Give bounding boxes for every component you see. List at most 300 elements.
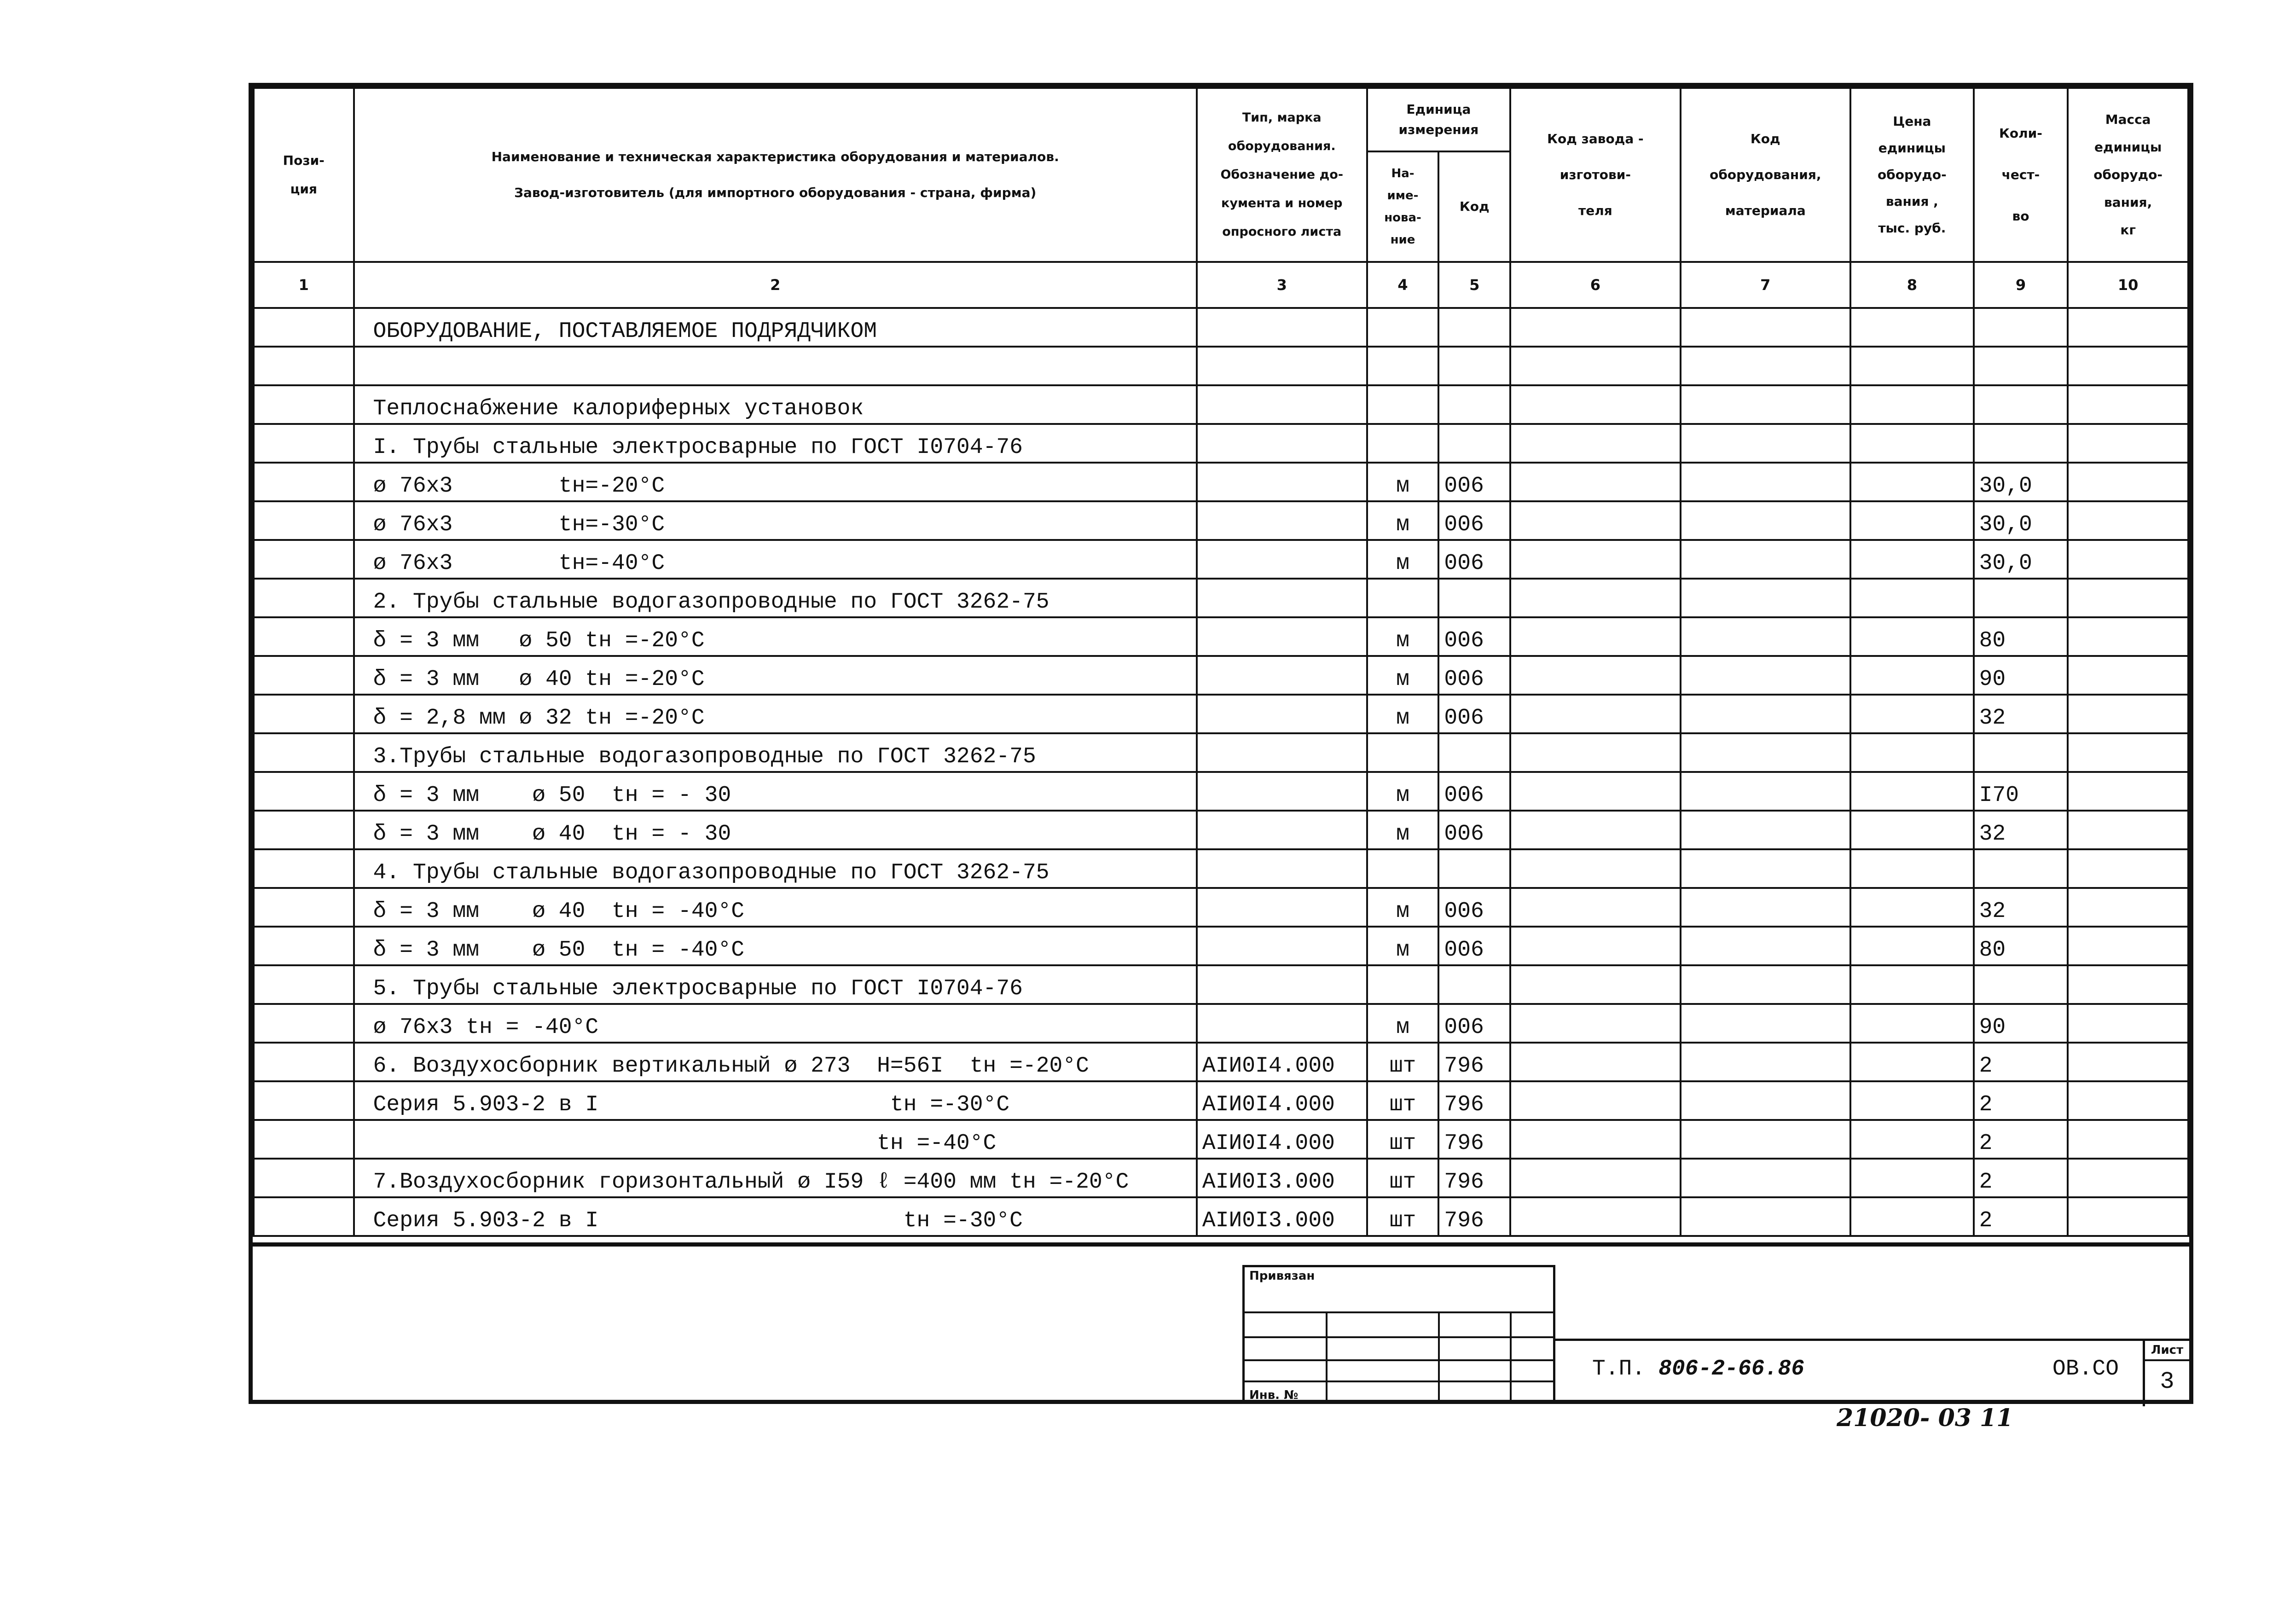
quantity-cell: 2 xyxy=(1974,1159,2068,1197)
factory-code-cell xyxy=(1510,1159,1680,1197)
factory-code-cell xyxy=(1510,656,1680,695)
quantity-cell xyxy=(1974,385,2068,424)
mass-cell xyxy=(2068,308,2188,347)
table-row xyxy=(254,772,2188,811)
mass-cell xyxy=(2068,695,2188,733)
factory-code-cell xyxy=(1510,1043,1680,1081)
equipment-code-cell xyxy=(1681,385,1851,424)
position-cell xyxy=(254,579,354,617)
unit-cell: м xyxy=(1367,540,1439,579)
sheet-number: 3 xyxy=(2160,1368,2174,1395)
table-row xyxy=(254,888,2188,927)
position-cell xyxy=(254,501,354,540)
header-name: Наименование и техническая характеристика оборудования и материалов. Завод-изготовитель (для импортного оборудования - страна, фирма) xyxy=(354,88,1197,262)
mass-cell xyxy=(2068,1043,2188,1081)
equipment-code-cell xyxy=(1681,733,1851,772)
equipment-code-cell xyxy=(1681,1081,1851,1120)
unit-cell: шт xyxy=(1367,1159,1439,1197)
quantity-cell xyxy=(1974,308,2068,347)
type-cell: AIИ0I3.000 xyxy=(1197,1197,1367,1236)
header-mass: Масса единицы оборудо- вания, кг xyxy=(2068,88,2188,262)
unit-code-cell: 006 xyxy=(1438,927,1510,965)
table-row xyxy=(254,1120,2188,1159)
unit-code-cell: 796 xyxy=(1438,1159,1510,1197)
name-cell: δ = 3 мм ø 50 tн = -40°С xyxy=(354,927,1197,965)
unit-cell: м xyxy=(1367,463,1439,501)
factory-code-cell xyxy=(1510,385,1680,424)
table-row xyxy=(254,463,2188,501)
mass-cell xyxy=(2068,347,2188,385)
price-cell xyxy=(1850,849,1974,888)
unit-cell: шт xyxy=(1367,1197,1439,1236)
column-number: 1 xyxy=(254,262,354,308)
document-code xyxy=(1592,1357,1804,1381)
name-cell: 4. Трубы стальные водогазопроводные по ГОСТ 3262-75 xyxy=(354,849,1197,888)
inventory-label: Инв. № xyxy=(1249,1388,1299,1402)
price-cell xyxy=(1850,888,1974,927)
factory-code-cell xyxy=(1510,849,1680,888)
unit-code-cell: 006 xyxy=(1438,501,1510,540)
type-cell xyxy=(1197,579,1367,617)
quantity-cell: 80 xyxy=(1974,927,2068,965)
column-number-row xyxy=(254,262,2188,308)
price-cell xyxy=(1850,656,1974,695)
position-cell xyxy=(254,1197,354,1236)
name-cell: δ = 3 мм ø 50 tн = - 30 xyxy=(354,772,1197,811)
sheet-cell xyxy=(2143,1341,2189,1406)
position-cell xyxy=(254,347,354,385)
document-code-prefix: Т.П. xyxy=(1592,1357,1646,1381)
unit-code-cell: 796 xyxy=(1438,1081,1510,1120)
factory-code-cell xyxy=(1510,695,1680,733)
name-cell: I. Трубы стальные электросварные по ГОСТ I0704-76 xyxy=(354,424,1197,463)
column-number: 5 xyxy=(1438,262,1510,308)
column-number: 9 xyxy=(1974,262,2068,308)
unit-cell xyxy=(1367,849,1439,888)
type-cell xyxy=(1197,308,1367,347)
type-cell xyxy=(1197,347,1367,385)
price-cell xyxy=(1850,695,1974,733)
name-cell: ø 76х3 tн=-30°С xyxy=(354,501,1197,540)
position-cell xyxy=(254,888,354,927)
mass-cell xyxy=(2068,849,2188,888)
column-number: 4 xyxy=(1367,262,1439,308)
price-cell xyxy=(1850,1004,1974,1043)
equipment-code-cell xyxy=(1681,888,1851,927)
equipment-code-cell xyxy=(1681,424,1851,463)
mass-cell xyxy=(2068,965,2188,1004)
equipment-code-cell xyxy=(1681,1197,1851,1236)
unit-code-cell: 006 xyxy=(1438,617,1510,656)
factory-code-cell xyxy=(1510,540,1680,579)
equipment-code-cell xyxy=(1681,811,1851,849)
equipment-code-cell xyxy=(1681,308,1851,347)
header-equipment-code: Код оборудования, материала xyxy=(1681,88,1851,262)
equipment-code-cell xyxy=(1681,617,1851,656)
price-cell xyxy=(1850,1120,1974,1159)
equipment-code-cell xyxy=(1681,540,1851,579)
unit-code-cell: 006 xyxy=(1438,888,1510,927)
mass-cell xyxy=(2068,888,2188,927)
header-unit-code: Код xyxy=(1438,151,1510,262)
factory-code-cell xyxy=(1510,811,1680,849)
quantity-cell xyxy=(1974,965,2068,1004)
unit-code-cell: 796 xyxy=(1438,1197,1510,1236)
quantity-cell: 30,0 xyxy=(1974,463,2068,501)
unit-code-cell xyxy=(1438,733,1510,772)
equipment-code-cell xyxy=(1681,695,1851,733)
position-cell xyxy=(254,385,354,424)
quantity-cell: 30,0 xyxy=(1974,540,2068,579)
unit-code-cell: 796 xyxy=(1438,1120,1510,1159)
equipment-code-cell xyxy=(1681,1120,1851,1159)
factory-code-cell xyxy=(1510,347,1680,385)
quantity-cell xyxy=(1974,347,2068,385)
price-cell xyxy=(1850,965,1974,1004)
unit-cell: шт xyxy=(1367,1043,1439,1081)
price-cell xyxy=(1850,463,1974,501)
type-cell xyxy=(1197,617,1367,656)
name-cell: δ = 3 мм ø 40 tн = - 30 xyxy=(354,811,1197,849)
table-row xyxy=(254,1004,2188,1043)
equipment-code-cell xyxy=(1681,772,1851,811)
header-factory-code: Код завода - изготови- теля xyxy=(1510,88,1680,262)
factory-code-cell xyxy=(1510,1197,1680,1236)
mass-cell xyxy=(2068,579,2188,617)
name-cell: ø 76х3 tн=-40°С xyxy=(354,540,1197,579)
quantity-cell: 32 xyxy=(1974,695,2068,733)
mass-cell xyxy=(2068,1120,2188,1159)
price-cell xyxy=(1850,308,1974,347)
unit-code-cell: 006 xyxy=(1438,540,1510,579)
name-cell: δ = 3 мм ø 40 tн =-20°С xyxy=(354,656,1197,695)
name-cell: ø 76х3 tн = -40°С xyxy=(354,1004,1197,1043)
unit-code-cell xyxy=(1438,308,1510,347)
position-cell xyxy=(254,617,354,656)
factory-code-cell xyxy=(1510,308,1680,347)
quantity-cell: 80 xyxy=(1974,617,2068,656)
type-cell xyxy=(1197,772,1367,811)
position-cell xyxy=(254,308,354,347)
mass-cell xyxy=(2068,772,2188,811)
attachment-stamp xyxy=(1242,1265,1555,1404)
unit-code-cell xyxy=(1438,579,1510,617)
name-cell: δ = 2,8 мм ø 32 tн =-20°С xyxy=(354,695,1197,733)
quantity-cell: 32 xyxy=(1974,811,2068,849)
type-cell xyxy=(1197,927,1367,965)
quantity-cell: 2 xyxy=(1974,1081,2068,1120)
name-cell: 7.Воздухосборник горизонтальный ø I59 ℓ =400 мм tн =-20°С xyxy=(354,1159,1197,1197)
column-number: 2 xyxy=(354,262,1197,308)
type-cell xyxy=(1197,385,1367,424)
mass-cell xyxy=(2068,617,2188,656)
name-cell: Серия 5.903-2 в I tн =-30°С xyxy=(354,1081,1197,1120)
factory-code-cell xyxy=(1510,617,1680,656)
unit-cell: м xyxy=(1367,656,1439,695)
sheet-label: Лист xyxy=(2145,1341,2189,1361)
type-cell: AIИ0I4.000 xyxy=(1197,1043,1367,1081)
position-cell xyxy=(254,1159,354,1197)
type-cell xyxy=(1197,733,1367,772)
name-cell: δ = 3 мм ø 40 tн = -40°С xyxy=(354,888,1197,927)
unit-code-cell xyxy=(1438,347,1510,385)
equipment-code-cell xyxy=(1681,463,1851,501)
header-unit-name: На- име- нова- ние xyxy=(1367,151,1439,262)
unit-cell: м xyxy=(1367,695,1439,733)
table-row xyxy=(254,656,2188,695)
quantity-cell: I70 xyxy=(1974,772,2068,811)
factory-code-cell xyxy=(1510,1004,1680,1043)
position-cell xyxy=(254,1081,354,1120)
price-cell xyxy=(1850,1197,1974,1236)
factory-code-cell xyxy=(1510,965,1680,1004)
equipment-code-cell xyxy=(1681,1043,1851,1081)
unit-cell: м xyxy=(1367,772,1439,811)
equipment-code-cell xyxy=(1681,849,1851,888)
type-cell xyxy=(1197,501,1367,540)
header-position: Пози- ция xyxy=(254,88,354,262)
position-cell xyxy=(254,772,354,811)
table-row xyxy=(254,927,2188,965)
mass-cell xyxy=(2068,1197,2188,1236)
factory-code-cell xyxy=(1510,501,1680,540)
quantity-cell: 30,0 xyxy=(1974,501,2068,540)
unit-code-cell xyxy=(1438,849,1510,888)
price-cell xyxy=(1850,617,1974,656)
table-row xyxy=(254,308,2188,347)
unit-code-cell: 006 xyxy=(1438,811,1510,849)
unit-code-cell xyxy=(1438,385,1510,424)
unit-cell xyxy=(1367,424,1439,463)
position-cell xyxy=(254,1120,354,1159)
table-row xyxy=(254,424,2188,463)
mass-cell xyxy=(2068,656,2188,695)
factory-code-cell xyxy=(1510,579,1680,617)
unit-code-cell: 006 xyxy=(1438,772,1510,811)
mass-cell xyxy=(2068,424,2188,463)
quantity-cell xyxy=(1974,849,2068,888)
price-cell xyxy=(1850,1081,1974,1120)
unit-code-cell: 796 xyxy=(1438,1043,1510,1081)
table-body xyxy=(254,308,2188,1236)
quantity-cell: 2 xyxy=(1974,1197,2068,1236)
factory-code-cell xyxy=(1510,1120,1680,1159)
type-cell xyxy=(1197,424,1367,463)
type-cell: AIИ0I4.000 xyxy=(1197,1081,1367,1120)
unit-cell xyxy=(1367,733,1439,772)
column-number: 6 xyxy=(1510,262,1680,308)
quantity-cell: 2 xyxy=(1974,1120,2068,1159)
position-cell xyxy=(254,463,354,501)
position-cell xyxy=(254,656,354,695)
name-cell: 6. Воздухосборник вертикальный ø 273 Н=56I tн =-20°С xyxy=(354,1043,1197,1081)
table-row xyxy=(254,849,2188,888)
equipment-code-cell xyxy=(1681,501,1851,540)
unit-cell: м xyxy=(1367,927,1439,965)
type-cell xyxy=(1197,540,1367,579)
equipment-code-cell xyxy=(1681,656,1851,695)
name-cell: ø 76х3 tн=-20°С xyxy=(354,463,1197,501)
table-row xyxy=(254,1159,2188,1197)
mass-cell xyxy=(2068,927,2188,965)
table-row xyxy=(254,1081,2188,1120)
name-cell: ОБОРУДОВАНИЕ, ПОСТАВЛЯЕМОЕ ПОДРЯДЧИКОМ xyxy=(354,308,1197,347)
equipment-code-cell xyxy=(1681,927,1851,965)
price-cell xyxy=(1850,772,1974,811)
price-cell xyxy=(1850,733,1974,772)
header-quantity: Коли- чест- во xyxy=(1974,88,2068,262)
name-cell: Серия 5.903-2 в I tн =-30°С xyxy=(354,1197,1197,1236)
factory-code-cell xyxy=(1510,463,1680,501)
quantity-cell xyxy=(1974,579,2068,617)
type-cell xyxy=(1197,463,1367,501)
unit-cell: шт xyxy=(1367,1081,1439,1120)
drawing-sheet xyxy=(249,83,2193,1404)
equipment-code-cell xyxy=(1681,1004,1851,1043)
table-row xyxy=(254,385,2188,424)
quantity-cell: 90 xyxy=(1974,656,2068,695)
name-cell: 5. Трубы стальные электросварные по ГОСТ I0704-76 xyxy=(354,965,1197,1004)
table-row xyxy=(254,811,2188,849)
table-row xyxy=(254,695,2188,733)
equipment-code-cell xyxy=(1681,347,1851,385)
unit-cell: м xyxy=(1367,617,1439,656)
type-cell xyxy=(1197,965,1367,1004)
price-cell xyxy=(1850,540,1974,579)
position-cell xyxy=(254,849,354,888)
name-cell xyxy=(354,347,1197,385)
mass-cell xyxy=(2068,1004,2188,1043)
table-row xyxy=(254,733,2188,772)
unit-code-cell: 006 xyxy=(1438,463,1510,501)
unit-cell: м xyxy=(1367,501,1439,540)
name-cell: Теплоснабжение калориферных установок xyxy=(354,385,1197,424)
factory-code-cell xyxy=(1510,772,1680,811)
position-cell xyxy=(254,424,354,463)
price-cell xyxy=(1850,579,1974,617)
position-cell xyxy=(254,540,354,579)
type-cell xyxy=(1197,888,1367,927)
unit-code-cell: 006 xyxy=(1438,1004,1510,1043)
mass-cell xyxy=(2068,385,2188,424)
quantity-cell: 32 xyxy=(1974,888,2068,927)
name-cell: δ = 3 мм ø 50 tн =-20°С xyxy=(354,617,1197,656)
type-cell xyxy=(1197,849,1367,888)
equipment-code-cell xyxy=(1681,579,1851,617)
mass-cell xyxy=(2068,811,2188,849)
mass-cell xyxy=(2068,463,2188,501)
price-cell xyxy=(1850,927,1974,965)
position-cell xyxy=(254,1004,354,1043)
price-cell xyxy=(1850,424,1974,463)
table-row xyxy=(254,501,2188,540)
handwritten-note: 21020- 03 11 xyxy=(1837,1404,2013,1432)
drawing-mark: ОВ.СО xyxy=(2052,1357,2119,1381)
type-cell xyxy=(1197,1004,1367,1043)
factory-code-cell xyxy=(1510,424,1680,463)
table-row xyxy=(254,1197,2188,1236)
quantity-cell: 2 xyxy=(1974,1043,2068,1081)
price-cell xyxy=(1850,501,1974,540)
type-cell: AIИ0I3.000 xyxy=(1197,1159,1367,1197)
position-cell xyxy=(254,811,354,849)
unit-cell xyxy=(1367,385,1439,424)
column-number: 8 xyxy=(1850,262,1974,308)
factory-code-cell xyxy=(1510,888,1680,927)
price-cell xyxy=(1850,1159,1974,1197)
header-price: Цена единицы оборудо- вания , тыс. руб. xyxy=(1850,88,1974,262)
unit-code-cell xyxy=(1438,965,1510,1004)
unit-code-cell xyxy=(1438,424,1510,463)
name-cell: 3.Трубы стальные водогазопроводные по ГОСТ 3262-75 xyxy=(354,733,1197,772)
table-row xyxy=(254,540,2188,579)
header-type: Тип, марка оборудования. Обозначение до- кумента и номер опросного листа xyxy=(1197,88,1367,262)
position-cell xyxy=(254,1043,354,1081)
table-row xyxy=(254,347,2188,385)
price-cell xyxy=(1850,347,1974,385)
column-number: 7 xyxy=(1681,262,1851,308)
name-cell: 2. Трубы стальные водогазопроводные по ГОСТ 3262-75 xyxy=(354,579,1197,617)
unit-code-cell: 006 xyxy=(1438,656,1510,695)
mass-cell xyxy=(2068,1159,2188,1197)
unit-cell xyxy=(1367,347,1439,385)
unit-cell: м xyxy=(1367,811,1439,849)
unit-cell xyxy=(1367,579,1439,617)
type-cell xyxy=(1197,656,1367,695)
factory-code-cell xyxy=(1510,1081,1680,1120)
factory-code-cell xyxy=(1510,733,1680,772)
position-cell xyxy=(254,733,354,772)
header-unit: Единица измерения xyxy=(1367,88,1511,151)
column-number: 10 xyxy=(2068,262,2188,308)
quantity-cell xyxy=(1974,424,2068,463)
table-row xyxy=(254,617,2188,656)
unit-cell xyxy=(1367,308,1439,347)
price-cell xyxy=(1850,811,1974,849)
unit-code-cell: 006 xyxy=(1438,695,1510,733)
name-cell: tн =-40°С xyxy=(354,1120,1197,1159)
type-cell xyxy=(1197,695,1367,733)
unit-cell xyxy=(1367,965,1439,1004)
unit-cell: шт xyxy=(1367,1120,1439,1159)
quantity-cell xyxy=(1974,733,2068,772)
type-cell: AIИ0I4.000 xyxy=(1197,1120,1367,1159)
unit-cell: м xyxy=(1367,888,1439,927)
price-cell xyxy=(1850,1043,1974,1081)
price-cell xyxy=(1850,385,1974,424)
position-cell xyxy=(254,927,354,965)
table-row xyxy=(254,965,2188,1004)
position-cell xyxy=(254,965,354,1004)
position-cell xyxy=(254,695,354,733)
specification-table xyxy=(253,87,2189,1237)
mass-cell xyxy=(2068,733,2188,772)
unit-cell: м xyxy=(1367,1004,1439,1043)
table-row xyxy=(254,1043,2188,1081)
factory-code-cell xyxy=(1510,927,1680,965)
quantity-cell: 90 xyxy=(1974,1004,2068,1043)
document-code-number: 806-2-66.86 xyxy=(1658,1357,1804,1381)
stamp-area xyxy=(253,1242,2189,1404)
equipment-code-cell xyxy=(1681,1159,1851,1197)
title-block xyxy=(1555,1339,2189,1406)
attached-label: Привязан xyxy=(1249,1269,1315,1283)
mass-cell xyxy=(2068,1081,2188,1120)
column-number: 3 xyxy=(1197,262,1367,308)
mass-cell xyxy=(2068,540,2188,579)
type-cell xyxy=(1197,811,1367,849)
table-row xyxy=(254,579,2188,617)
